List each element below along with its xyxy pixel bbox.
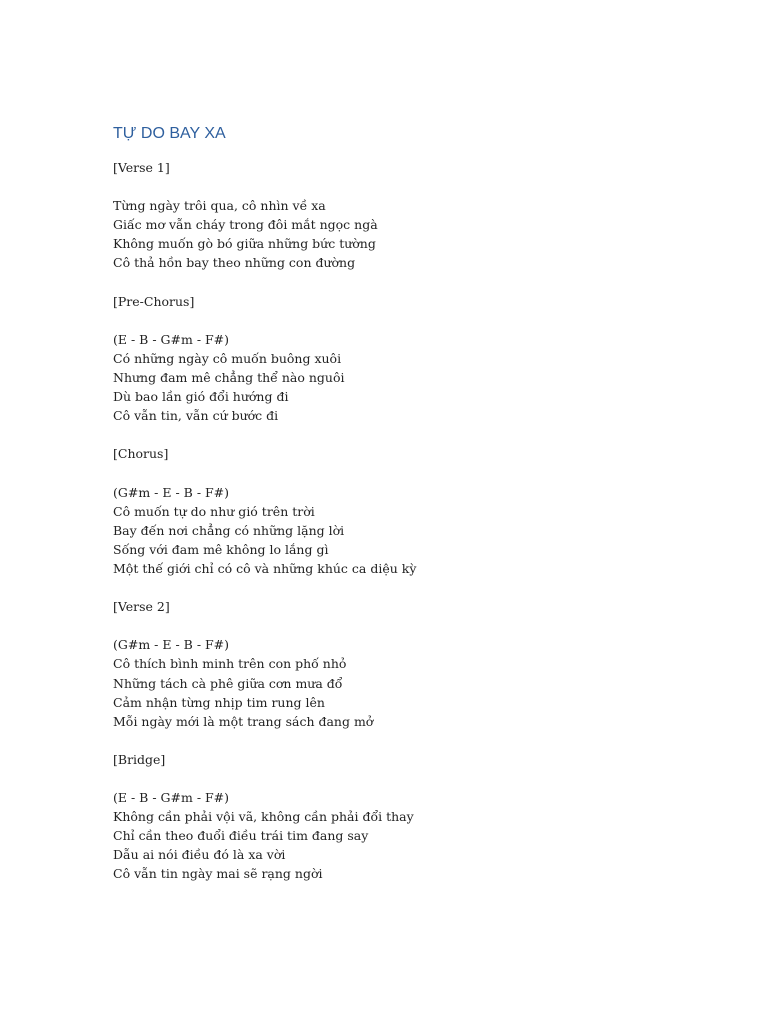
lyric-line: Cô vẫn tin ngày mai sẽ rạng ngời (113, 866, 323, 882)
lyric-line: Chỉ cần theo đuổi điều trái tim đang say (113, 828, 369, 844)
blank-line (113, 273, 713, 292)
lyric-line: Một thế giới chỉ có cô và những khúc ca diệu kỳ (113, 560, 417, 576)
blank-line (113, 616, 713, 635)
lyric-line: Có những ngày cô muốn buông xuôi (113, 350, 342, 366)
lyric-line: Từng ngày trôi qua, cô nhìn về xa (113, 198, 326, 214)
chord-progression: (E - B - G#m - F#) (113, 790, 230, 806)
lyric-line: Bay đến nơi chẳng có những lặng lời (113, 522, 345, 538)
section-label-verse-2: [Verse 2] (113, 599, 170, 615)
section-label-pre-chorus: [Pre-Chorus] (113, 293, 195, 309)
blank-line (113, 731, 713, 750)
chord-progression: (G#m - E - B - F#) (113, 637, 230, 653)
lyric-line: Dù bao lần gió đổi hướng đi (113, 389, 289, 405)
lyrics-content (113, 124, 713, 884)
section-label-verse-1: [Verse 1] (113, 160, 170, 175)
chord-progression: (G#m - E - B - F#) (113, 484, 230, 500)
lyric-line: Không muốn gò bó giữa những bức tường (113, 236, 376, 252)
blank-line (113, 425, 713, 444)
lyric-line: Cô thả hồn bay theo những con đường (113, 255, 356, 271)
blank-line (113, 464, 713, 483)
lyric-line: Không cần phải vội vã, không cần phải đổi thay (113, 809, 414, 825)
section-label-chorus: [Chorus] (113, 446, 169, 462)
section-label-bridge: [Bridge] (113, 751, 166, 767)
chord-progression: (E - B - G#m - F#) (113, 331, 230, 347)
lyric-line: Cô thích bình minh trên con phố nhỏ (113, 656, 347, 672)
lyric-line: Sống với đam mê không lo lắng gì (113, 541, 329, 557)
song-title: TỰ DO BAY XA (113, 125, 226, 142)
lyric-line: Mỗi ngày mới là một trang sách đang mở (113, 713, 374, 729)
lyric-line: Những tách cà phê giữa cơn mưa đổ (113, 675, 343, 691)
blank-line (113, 578, 713, 597)
blank-line (113, 177, 713, 196)
lyric-line: Giấc mơ vẫn cháy trong đôi mắt ngọc ngà (113, 217, 378, 233)
lyric-line: Nhưng đam mê chẳng thể nào nguôi (113, 370, 345, 386)
lyric-line: Cảm nhận từng nhịp tim rung lên (113, 694, 325, 710)
lyric-line: Cô muốn tự do như gió trên trời (113, 503, 315, 519)
lyric-line: Dẫu ai nói điều đó là xa vời (113, 847, 286, 863)
blank-line (113, 311, 713, 330)
lyric-line: Cô vẫn tin, vẫn cứ bước đi (113, 408, 279, 424)
blank-line (113, 769, 713, 788)
